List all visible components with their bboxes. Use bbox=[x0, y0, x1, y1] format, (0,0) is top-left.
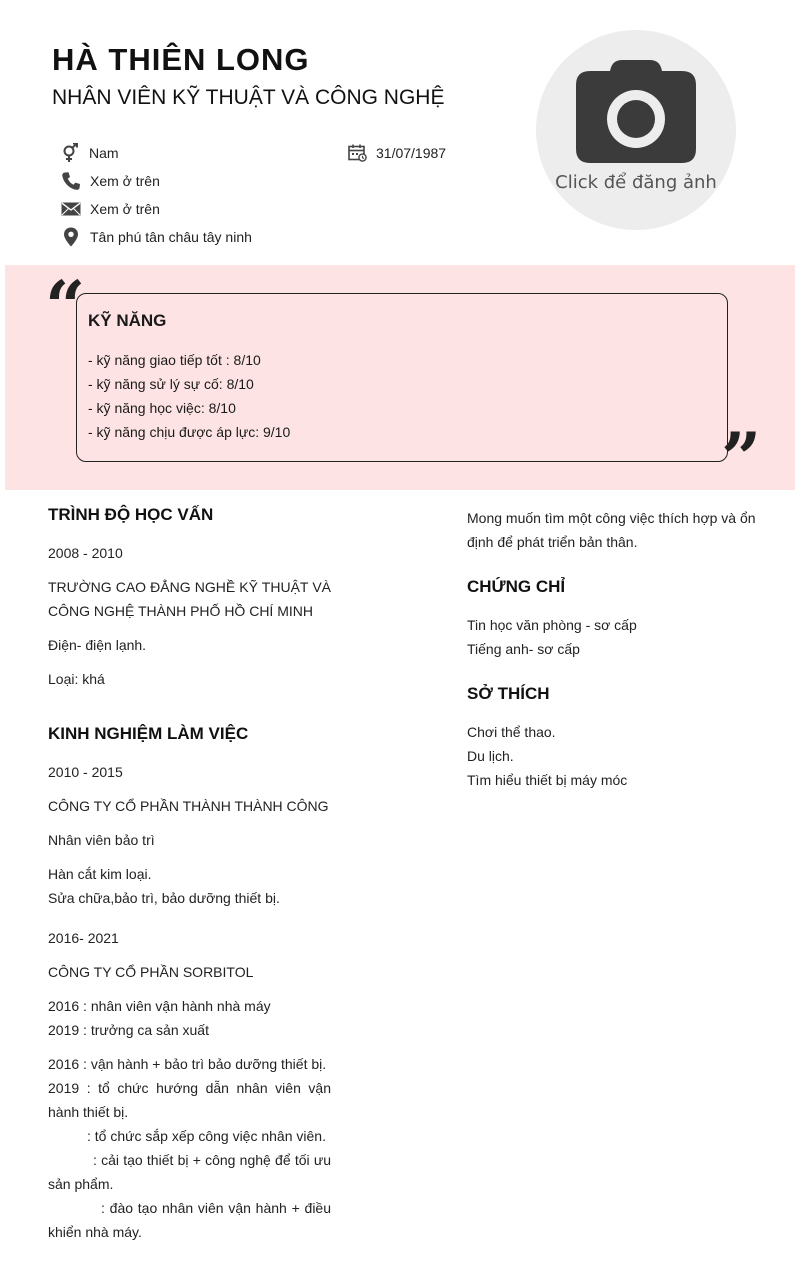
birthday-value: 31/07/1987 bbox=[376, 145, 447, 161]
job-company: CÔNG TY CỔ PHẦN SORBITOL bbox=[48, 964, 254, 980]
skill-item: - kỹ năng giao tiếp tốt : 8/10 bbox=[88, 352, 261, 368]
location-icon bbox=[61, 227, 81, 247]
email-value: Xem ở trên bbox=[90, 201, 160, 217]
job-duty: 2016 : vận hành + bảo trì bảo dưỡng thiết bị. bbox=[48, 1056, 327, 1072]
email-icon bbox=[61, 199, 81, 219]
hobby-item: Tìm hiểu thiết bị máy móc bbox=[467, 772, 628, 788]
gender-value: Nam bbox=[89, 145, 119, 161]
skills-list bbox=[88, 348, 290, 444]
skill-item: - kỹ năng sử lý sự cố: 8/10 bbox=[88, 376, 254, 392]
info-gender bbox=[60, 143, 119, 163]
job-duty: Sửa chữa,bảo trì, bảo dưỡng thiết bị. bbox=[48, 890, 280, 906]
job-duty: : đào tạo nhân viên vận hành + điều khiển nhà máy. bbox=[48, 1200, 331, 1240]
skill-item: - kỹ năng chịu được áp lực: 9/10 bbox=[88, 424, 291, 440]
job-title: NHÂN VIÊN KỸ THUẬT VÀ CÔNG NGHỆ bbox=[52, 86, 445, 109]
job-duties bbox=[48, 1052, 331, 1244]
candidate-name: HÀ THIÊN LONG bbox=[52, 42, 310, 77]
skill-item: - kỹ năng học việc: 8/10 bbox=[88, 400, 236, 416]
certificates-title: CHỨNG CHỈ bbox=[467, 577, 566, 596]
job-positions bbox=[48, 994, 271, 1042]
certificates-list bbox=[467, 613, 637, 661]
quote-close-icon: ” bbox=[721, 417, 762, 500]
camera-icon bbox=[576, 59, 696, 168]
job-duty: 2019 : tổ chức hướng dẫn nhân viên vận hành thiết bị. bbox=[48, 1080, 331, 1120]
education-grade: Loại: khá bbox=[48, 671, 105, 687]
info-birthday bbox=[347, 143, 446, 163]
hobbies-list bbox=[467, 720, 627, 792]
certificate-item: Tiếng anh- sơ cấp bbox=[467, 641, 580, 657]
job-company: CÔNG TY CỔ PHẦN THÀNH THÀNH CÔNG bbox=[48, 798, 329, 814]
job-duties bbox=[48, 862, 280, 910]
job-position: 2016 : nhân viên vận hành nhà máy bbox=[48, 998, 271, 1014]
job-period: 2010 - 2015 bbox=[48, 764, 123, 780]
hobby-item: Chơi thể thao. bbox=[467, 724, 556, 740]
job-duty: : cải tạo thiết bị + công nghệ để tối ưu sản phẩm. bbox=[48, 1152, 331, 1192]
job-position: Nhân viên bảo trì bbox=[48, 832, 155, 848]
info-email bbox=[61, 199, 160, 219]
experience-title: KINH NGHIỆM LÀM VIỆC bbox=[48, 724, 249, 743]
skills-title: KỸ NĂNG bbox=[88, 311, 167, 330]
quote-open-icon: “ bbox=[45, 265, 86, 348]
job-duty: Hàn cắt kim loại. bbox=[48, 866, 152, 882]
certificate-item: Tin học văn phòng - sơ cấp bbox=[467, 617, 637, 633]
hobby-item: Du lịch. bbox=[467, 748, 514, 764]
photo-caption: Click để đăng ảnh bbox=[555, 172, 717, 193]
education-title: TRÌNH ĐỘ HỌC VẤN bbox=[48, 505, 214, 524]
info-address bbox=[61, 227, 252, 247]
job-period: 2016- 2021 bbox=[48, 930, 119, 946]
job-position: 2019 : trưởng ca sản xuất bbox=[48, 1022, 209, 1038]
education-period: 2008 - 2010 bbox=[48, 545, 123, 561]
calendar-icon bbox=[347, 143, 367, 163]
education-school: TRƯỜNG CAO ĐẲNG NGHỀ KỸ THUẬT VÀ CÔNG NGHỆ THÀNH PHỐ HỒ CHÍ MINH bbox=[48, 579, 331, 619]
photo-upload[interactable] bbox=[536, 30, 736, 230]
hobbies-title: SỞ THÍCH bbox=[467, 684, 550, 703]
phone-icon bbox=[61, 171, 81, 191]
address-value: Tân phú tân châu tây ninh bbox=[90, 229, 252, 245]
job-duty: : tổ chức sắp xếp công việc nhân viên. bbox=[87, 1128, 326, 1144]
education-major: Điện- điện lạnh. bbox=[48, 637, 147, 653]
career-objective: Mong muốn tìm một công việc thích hợp và ổn định để phát triển bản thân. bbox=[467, 510, 756, 550]
gender-icon bbox=[60, 143, 80, 163]
phone-value: Xem ở trên bbox=[90, 173, 160, 189]
info-phone bbox=[61, 171, 160, 191]
